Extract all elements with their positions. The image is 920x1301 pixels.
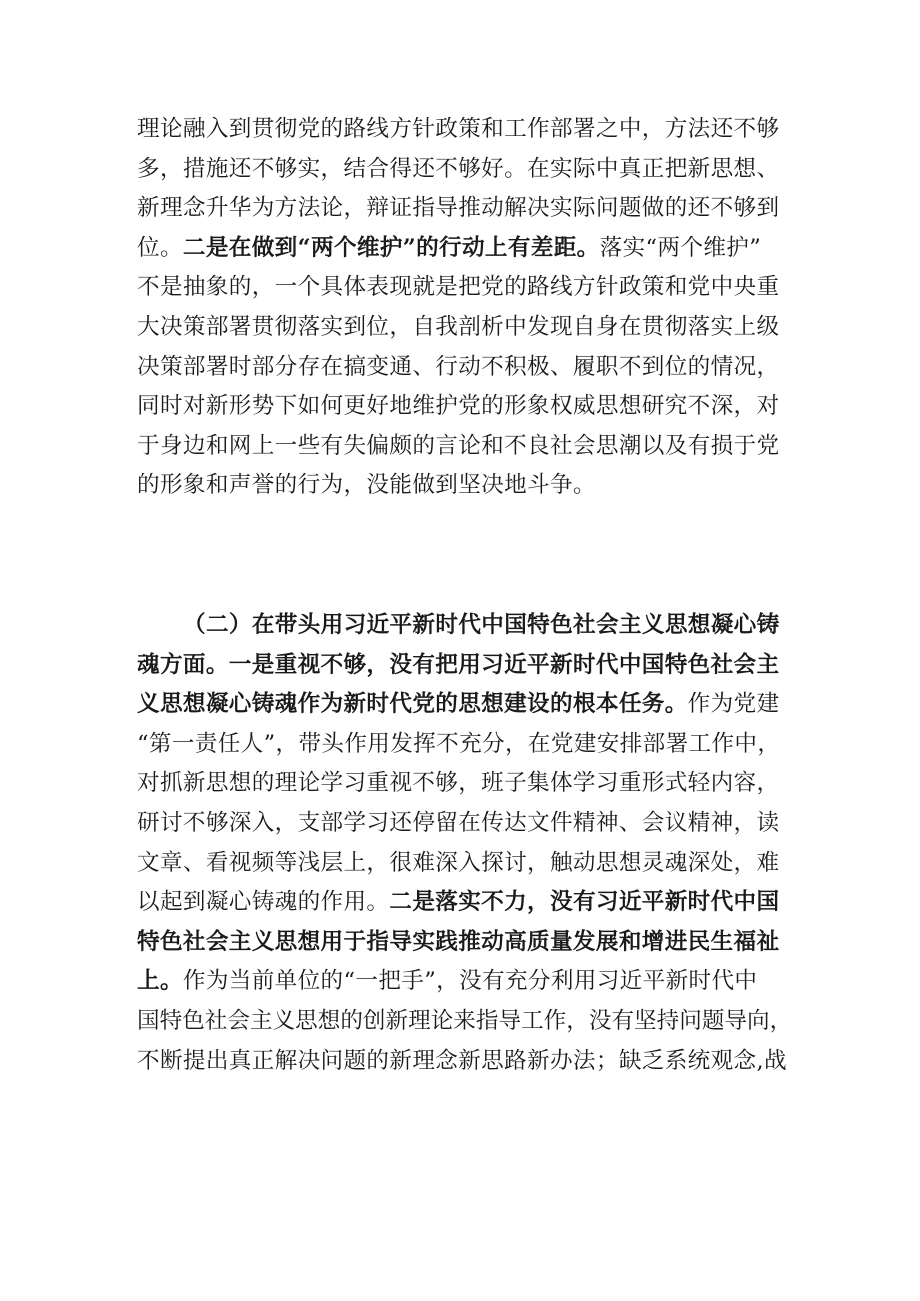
body-paragraph-2 bbox=[137, 606, 793, 1081]
bold-text-run: 上。 bbox=[137, 968, 183, 995]
text-run: 文章、看视频等浅层上，很难深入探讨，触动思想灵魂深处，难 bbox=[137, 849, 780, 876]
text-line bbox=[137, 844, 793, 884]
text-line bbox=[137, 725, 793, 765]
text-run: 不断提出真正解决问题的新理念新思路新办法；缺乏系统观念,战 bbox=[137, 1047, 787, 1074]
text-line bbox=[137, 962, 793, 1002]
text-line bbox=[137, 606, 793, 646]
text-line bbox=[137, 387, 793, 427]
text-run: 对抓新思想的理论学习重视不够，班子集体学习重形式轻内容， bbox=[137, 770, 780, 797]
text-run: 不是抽象的，一个具体表现就是把党的路线方针政策和党中央重 bbox=[137, 274, 780, 301]
text-run: “第一责任人”，带头作用发挥不充分，在党建安排部署工作中， bbox=[137, 730, 781, 757]
text-run: 落实“两个维护” bbox=[599, 234, 762, 261]
text-line bbox=[137, 110, 793, 150]
bold-text-run: 魂方面。一是重视不够，没有把用习近平新时代中国特色社会主 bbox=[137, 651, 780, 678]
text-line bbox=[137, 1042, 793, 1082]
text-run: 国特色社会主义思想的创新理论来指导工作，没有坚持问题导向， bbox=[137, 1007, 793, 1034]
text-run: 同时对新形势下如何更好地维护党的形象权威思想研究不深，对 bbox=[137, 393, 780, 420]
body-paragraph-1 bbox=[137, 110, 793, 506]
text-run: 理论融入到贯彻党的路线方针政策和工作部署之中，方法还不够 bbox=[137, 116, 780, 142]
text-run: 新理念升华为方法论，辩证指导推动解决实际问题做的还不够到 bbox=[137, 195, 780, 222]
text-run: 多，措施还不够实，结合得还不够好。在实际中真正把新思想、 bbox=[137, 155, 780, 182]
text-run: 的形象和声誉的行为，没能做到坚决地斗争。 bbox=[137, 472, 596, 499]
text-line bbox=[137, 883, 793, 923]
bold-text-run: 二是落实不力，没有习近平新时代中国 bbox=[389, 889, 780, 916]
text-line bbox=[137, 189, 793, 229]
text-line bbox=[137, 646, 793, 686]
text-run: 研讨不够深入，支部学习还停留在传达文件精神、会议精神，读 bbox=[137, 809, 780, 836]
text-run: 作为当前单位的“一把手”，没有充分利用习近平新时代中 bbox=[182, 968, 758, 995]
text-line bbox=[137, 268, 793, 308]
text-run: 以起到凝心铸魂的作用。 bbox=[137, 889, 390, 916]
text-run: 作为党建 bbox=[687, 691, 780, 718]
text-line bbox=[137, 308, 793, 348]
text-run: 于身边和网上一些有失偏颇的言论和不良社会思潮以及有损于党 bbox=[137, 432, 780, 459]
bold-text-run: 特色社会主义思想用于指导实践推动高质量发展和增进民生福祉 bbox=[137, 928, 780, 955]
text-line bbox=[137, 923, 793, 963]
text-line bbox=[137, 466, 793, 506]
text-run: 位。 bbox=[137, 234, 183, 261]
text-line bbox=[137, 804, 793, 844]
bold-text-run: 二是在做到“两个维护”的行动上有差距。 bbox=[182, 234, 600, 261]
bold-text-run: 义思想凝心铸魂作为新时代党的思想建设的根本任务。 bbox=[137, 691, 688, 718]
text-line bbox=[137, 685, 793, 725]
text-run: 决策部署时部分存在搞变通、行动不积极、履职不到位的情况， bbox=[137, 353, 780, 380]
bold-text-run: （二）在带头用习近平新时代中国特色社会主义思想凝心铸 bbox=[183, 612, 780, 638]
text-line bbox=[137, 1002, 793, 1042]
text-line bbox=[137, 348, 793, 388]
text-line bbox=[137, 150, 793, 190]
text-line bbox=[137, 229, 793, 269]
text-line bbox=[137, 427, 793, 467]
text-run: 大决策部署贯彻落实到位，自我剖析中发现自身在贯彻落实上级 bbox=[137, 313, 780, 340]
text-line bbox=[137, 764, 793, 804]
